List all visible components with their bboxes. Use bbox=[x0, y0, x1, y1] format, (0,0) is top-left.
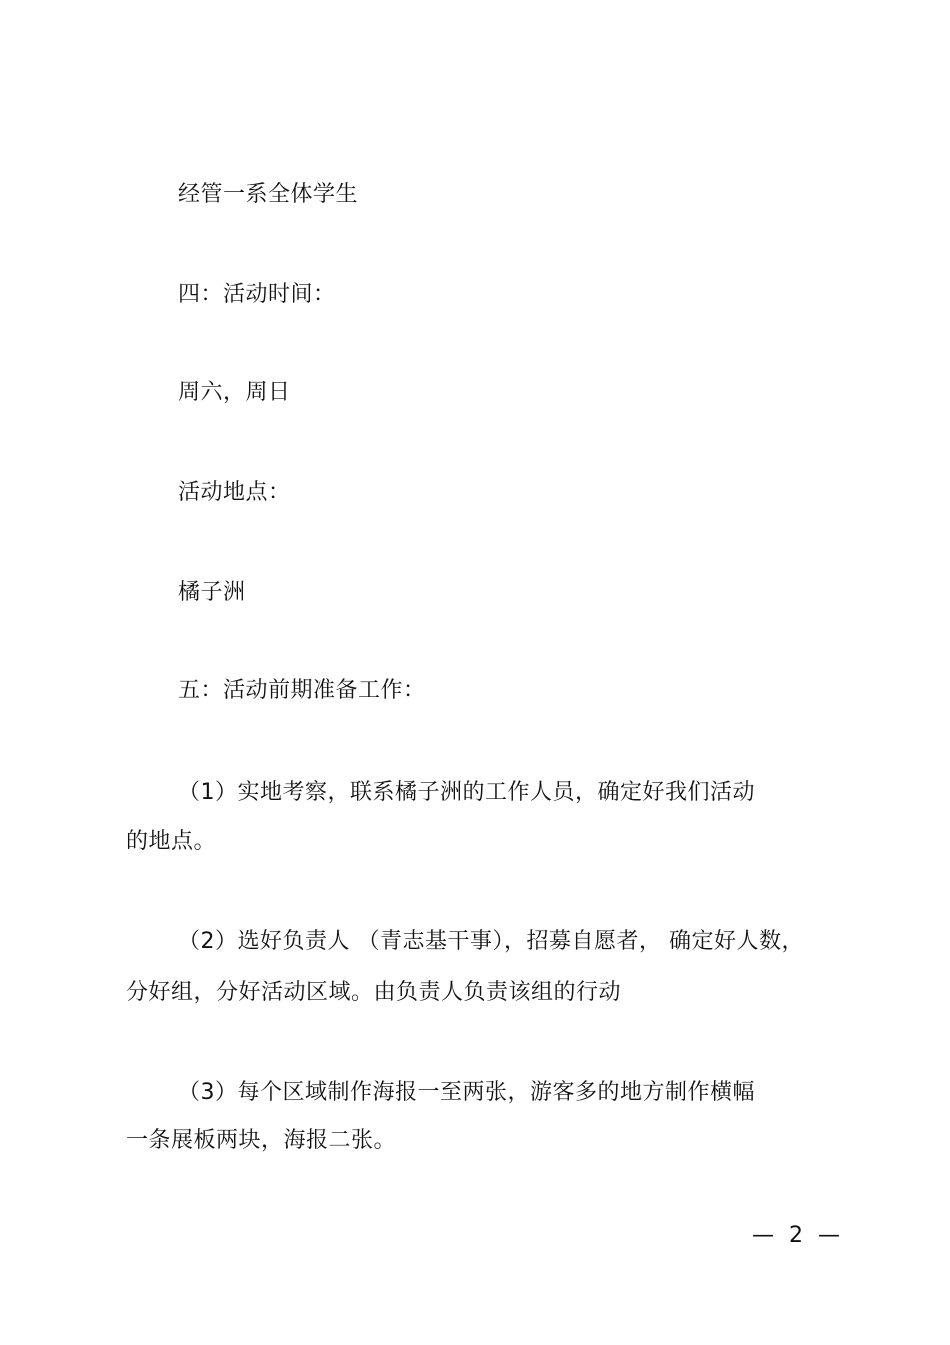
activity-time-text: 周六，周日 bbox=[178, 380, 291, 405]
page-number: — 2 — bbox=[752, 1223, 844, 1248]
preparation-item-2-line-2: 分好组，分好活动区域。由负责人负责该组的行动 bbox=[126, 980, 622, 1005]
preparation-item-3-line-1: （3）每个区域制作海报一至两张，游客多的地方制作横幅 bbox=[178, 1080, 755, 1105]
section-heading-time: 四：活动时间： bbox=[178, 282, 336, 307]
preparation-item-2-line-1: （2）选好负责人 （青志基干事），招募自愿者， 确定好人数， bbox=[178, 929, 804, 954]
preparation-item-3-line-2: 一条展板两块，海报二张。 bbox=[126, 1128, 397, 1153]
activity-location-text: 橘子洲 bbox=[178, 580, 246, 605]
section-heading-preparation: 五：活动前期准备工作： bbox=[178, 678, 426, 703]
section-heading-location: 活动地点： bbox=[178, 480, 291, 505]
preparation-item-1-line-2: 的地点。 bbox=[126, 829, 217, 854]
preparation-item-1-line-1: （1）实地考察，联系橘子洲的工作人员，确定好我们活动 bbox=[178, 780, 755, 805]
participants-text: 经管一系全体学生 bbox=[178, 182, 359, 207]
